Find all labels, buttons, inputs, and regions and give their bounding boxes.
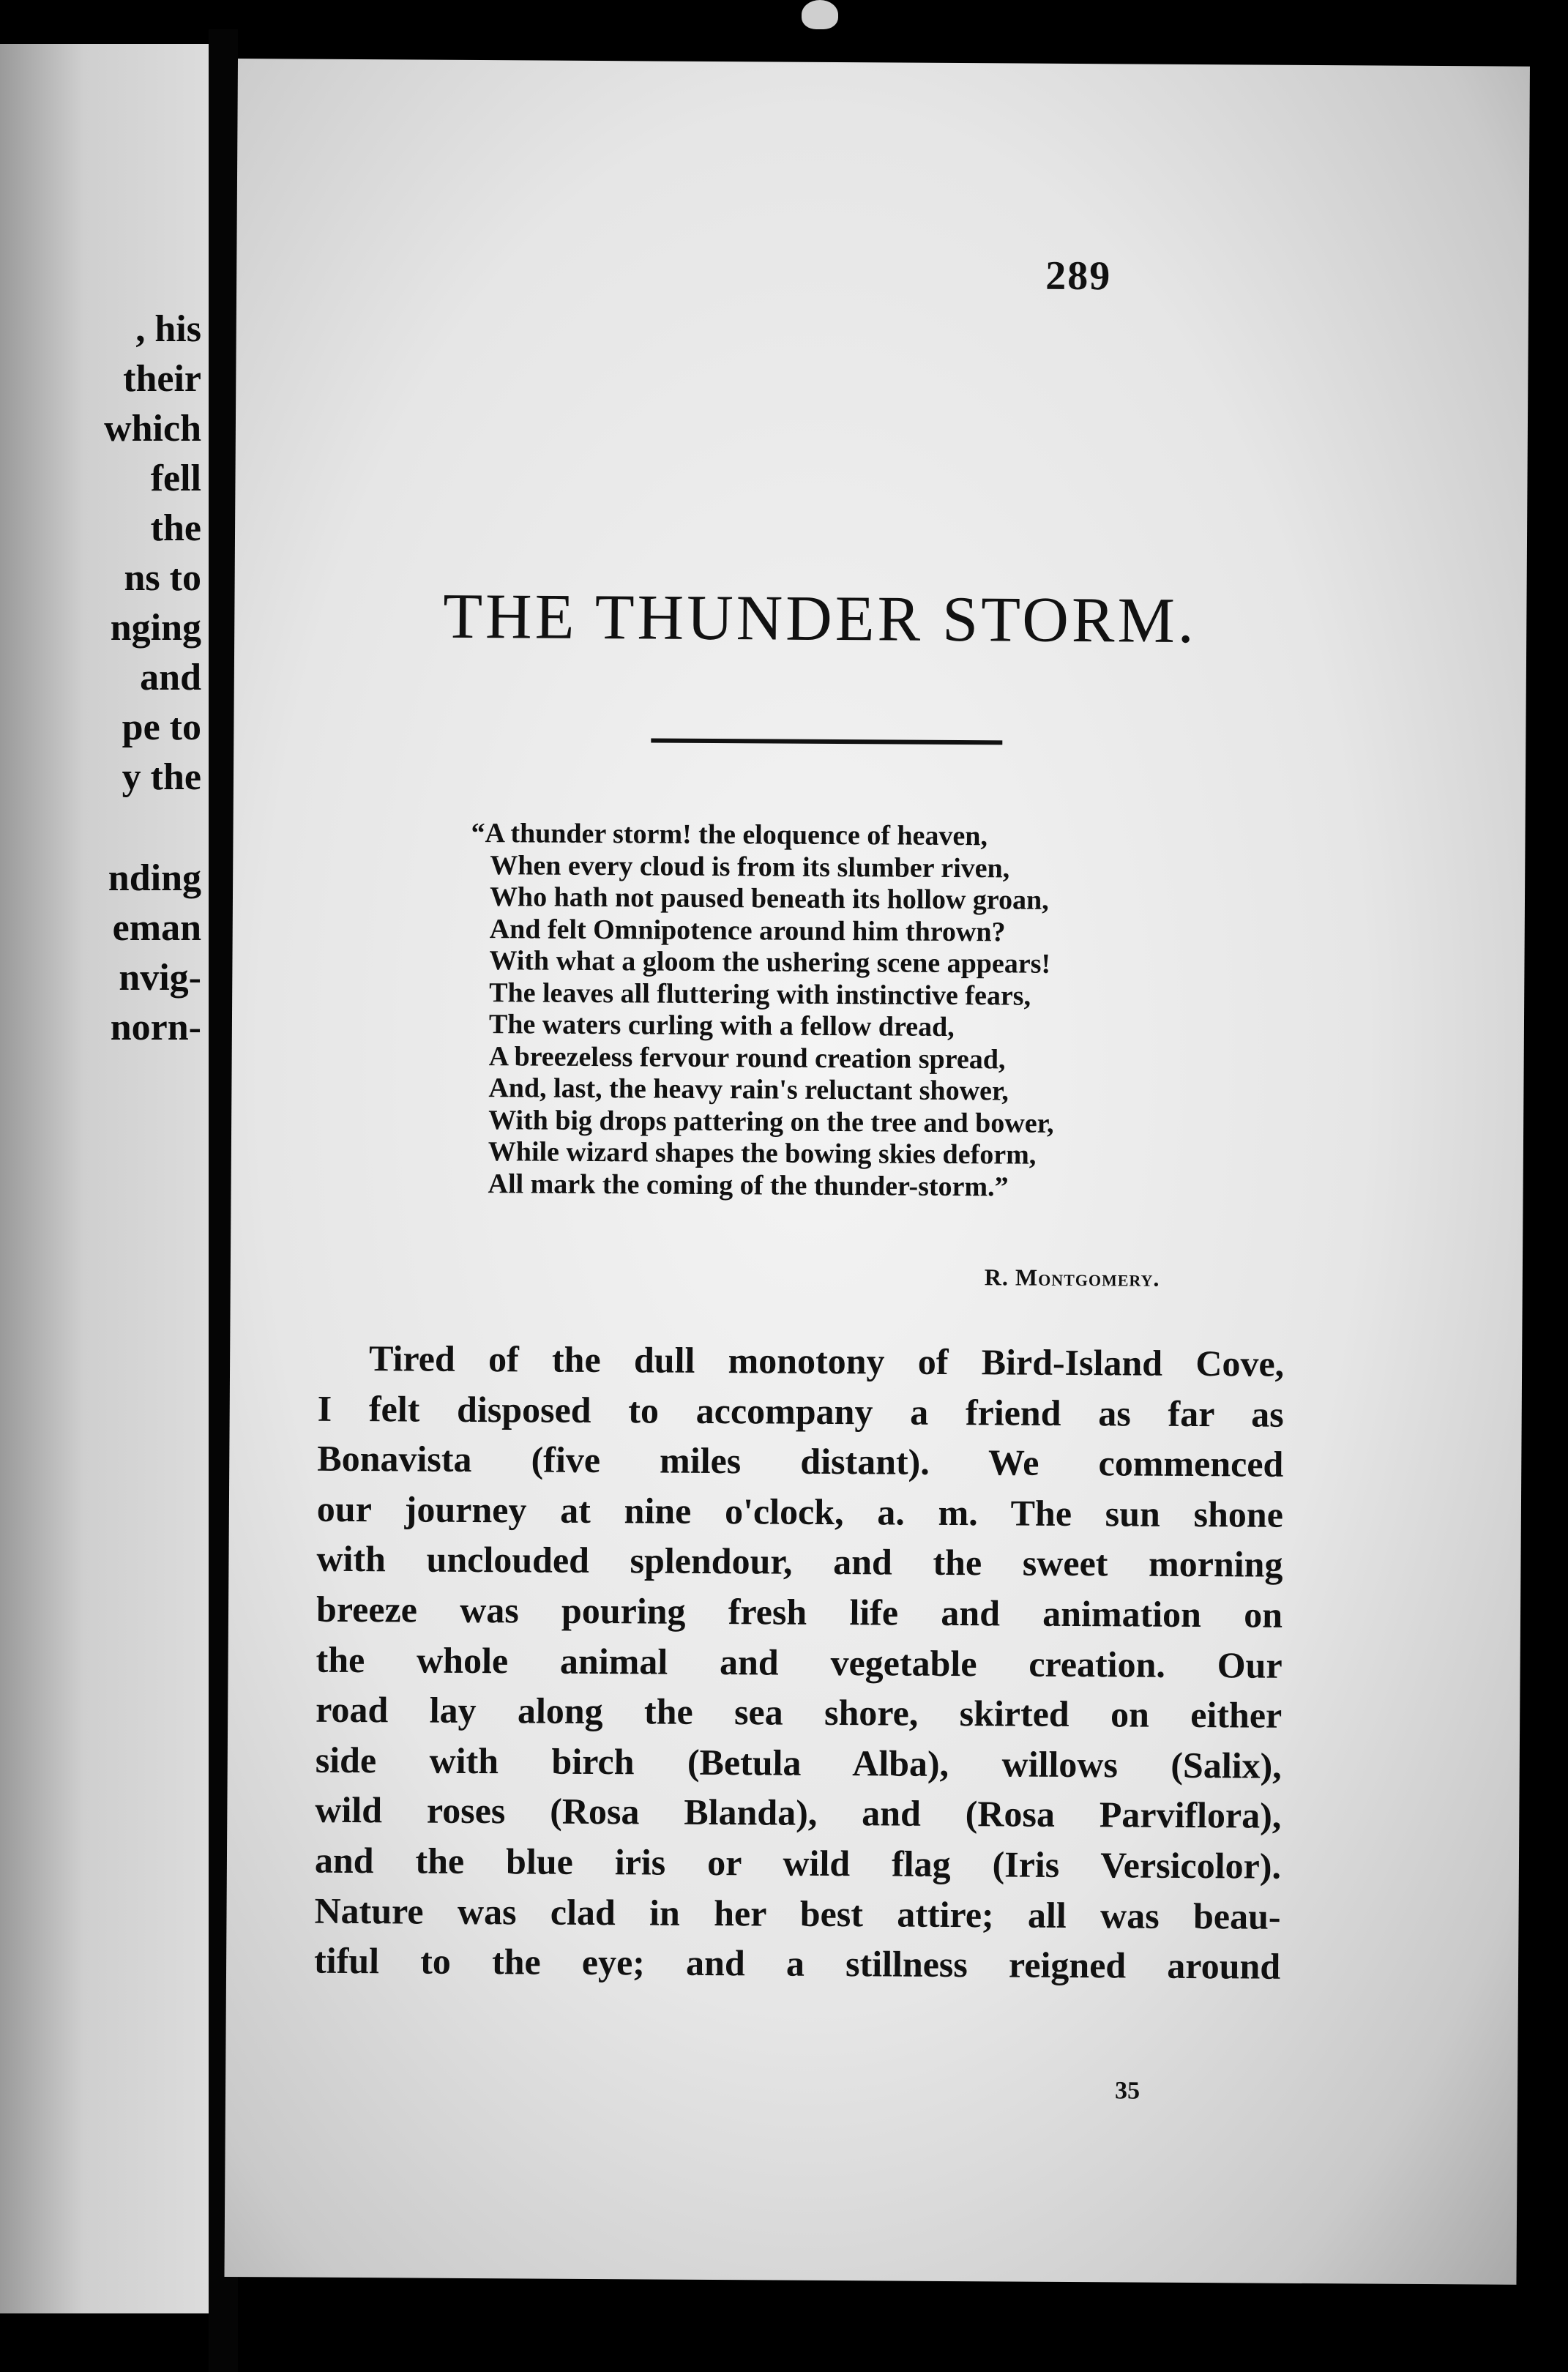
left-page-line: which (104, 408, 201, 450)
body-line: wild roses (Rosa Blanda), and (Rosa Parviflora), (315, 1789, 1282, 1837)
poem-line: “A thunder storm! the eloquence of heaven, (471, 817, 988, 852)
left-page-line: fell (150, 458, 201, 499)
left-page-line: nvig- (119, 957, 201, 999)
left-page-line: the (150, 507, 201, 549)
left-page-line: nging (110, 607, 201, 649)
poem-line: And, last, the heavy rain's reluctant shower, (488, 1073, 1009, 1107)
body-line: with unclouded splendour, and the sweet morning (316, 1538, 1283, 1586)
left-page-line: their (123, 358, 201, 400)
body-line: side with birch (Betula Alba), willows (Salix), (315, 1739, 1282, 1786)
left-page-line: and (140, 657, 201, 698)
epigraph-attribution: R. Montgomery. (984, 1264, 1160, 1291)
body-line: Nature was clad in her best attire; all was beau- (314, 1890, 1281, 1937)
left-page-line: pe to (122, 706, 201, 748)
chapter-title: THE THUNDER STORM. (443, 581, 1198, 657)
body-line: and the blue iris or wild flag (Iris Versicolor). (314, 1839, 1282, 1887)
epigraph-poem (468, 818, 1481, 1206)
body-line: tiful to the eye; and a stillness reigned around (313, 1939, 1281, 1987)
left-page-line: norn- (110, 1007, 201, 1048)
poem-line: Who hath not paused beneath its hollow groan, (489, 881, 1049, 916)
left-page-line: , his (135, 308, 201, 350)
left-facing-page (0, 44, 209, 2313)
body-line: Tired of the dull monotony of Bird-Island Cove, (368, 1338, 1285, 1384)
poem-line: The leaves all fluttering with instinctive fears, (489, 977, 1031, 1012)
poem-line: A breezeless fervour round creation spread, (488, 1040, 1006, 1075)
title-rule (651, 738, 1002, 745)
signature-mark: 35 (1114, 2077, 1140, 2105)
body-line: breeze was pouring fresh life and animation on (316, 1588, 1283, 1636)
body-text (314, 1333, 1284, 1992)
poem-line: When every cloud is from its slumber riven, (490, 849, 1010, 884)
body-line: I felt disposed to accompany a friend as far as (317, 1387, 1284, 1435)
page-number: 289 (1045, 253, 1112, 299)
body-line: our journey at nine o'clock, a. m. The sun shone (316, 1488, 1284, 1535)
body-line: road lay along the sea shore, skirted on either (316, 1688, 1283, 1736)
body-line: the whole animal and vegetable creation. Our (316, 1638, 1283, 1686)
poem-line: With big drops pattering on the tree and bower, (488, 1104, 1054, 1139)
poem-line: The waters curling with a fellow dread, (488, 1009, 955, 1043)
left-page-line: eman (112, 907, 201, 949)
page-clip (802, 0, 838, 29)
poem-line: All mark the coming of the thunder-storm.” (488, 1168, 1009, 1202)
left-page-line: y the (122, 756, 201, 798)
body-line: Bonavista (five miles distant). We commenced (317, 1437, 1284, 1485)
poem-line: While wizard shapes the bowing skies deform, (488, 1136, 1037, 1171)
poem-line: And felt Omnipotence around him thrown? (489, 913, 1006, 947)
poem-line: With what a gloom the ushering scene appears! (489, 945, 1051, 980)
left-page-line: nding (108, 857, 201, 899)
left-page-line: ns to (124, 557, 201, 599)
book-page (224, 59, 1529, 2285)
